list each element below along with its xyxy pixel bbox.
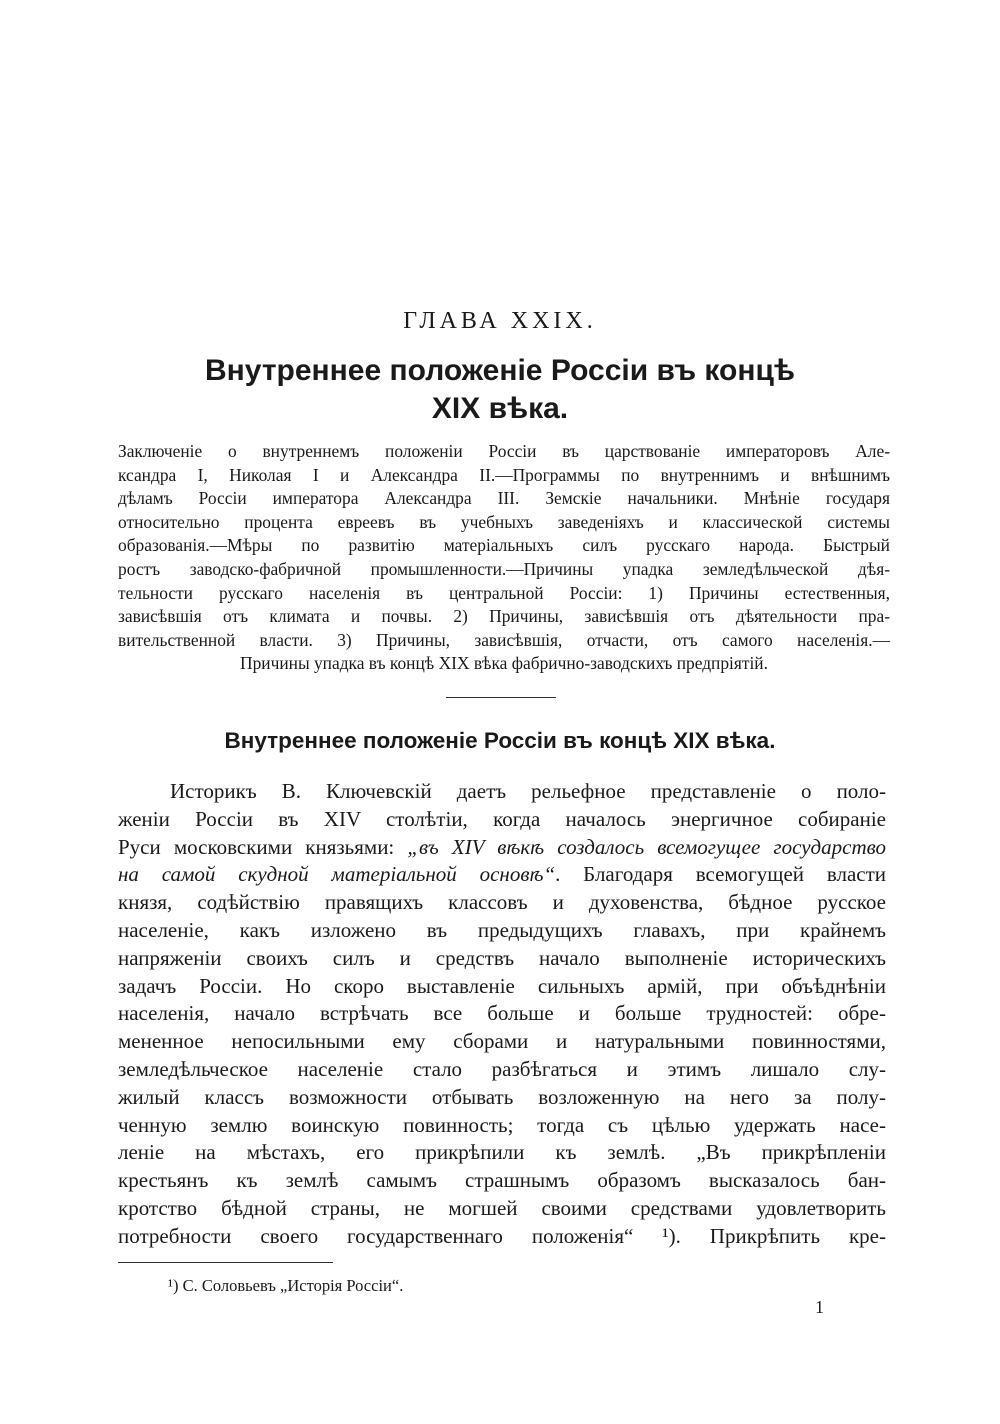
summary-line: ксандра I, Николая I и Александра II.—Программы по внутреннимъ и внѣшнимъ [118,464,890,485]
summary-line: Заключеніе о внутреннемъ положеніи Россіи въ царствованіе императоровъ Але- [118,441,890,461]
summary-line: относительно процента евреевъ въ учебныхъ заведеніяхъ и классической системы [118,511,890,532]
chapter-title-line: XIX вѣка. [431,392,569,425]
body-line: населенія, начало встрѣчать все больше и больше трудностей: обре- [118,1001,886,1026]
chapter-title [150,352,850,428]
footnote-text: С. Соловьевъ „Исторія Россіи“. [178,1276,404,1295]
chapter-summary [118,440,890,676]
body-line: женіи Россіи въ XIV столѣтіи, когда началось энергичное собираніе [118,806,886,831]
body-line: напряженіи своихъ силъ и средствъ начало выполненіе историческихъ [118,945,886,970]
body-text-run: Руси московскими князьями: [118,834,408,859]
summary-line: ростъ заводско-фабричной промышленности.—Причины упадка земледѣльческой дѣя- [118,558,890,579]
body-line: леніе на мѣстахъ, его прикрѣпили къ землѣ. „Въ прикрѣпленіи [118,1140,886,1165]
summary-line: дѣламъ Россіи императора Александра III. Земскіе начальники. Мнѣніе государя [118,488,890,509]
summary-line: тельности русскаго населенія въ центральной Россіи: 1) Причины естественныя, [118,582,890,603]
body-line: ченную землю воинскую повинность; тогда съ цѣлью удержать насе- [118,1112,886,1137]
chapter-title-line: Внутреннее положеніе Россіи въ концѣ [205,354,795,387]
body-line: земледѣльческое населеніе стало разбѣгаться и этимъ лишало слу- [118,1056,886,1081]
body-line: потребности своего государственнаго положенія“ ¹). Прикрѣпить кре- [118,1223,886,1248]
footnote-rule [118,1262,333,1263]
summary-line: зависѣвшія отъ климата и почвы. 2) Причины, зависѣвшія отъ дѣятельности пра- [118,606,890,627]
summary-line: образованія.—Мѣры по развитію матеріальныхъ силъ русскаго народа. Быстрый [118,535,890,556]
section-divider [446,697,556,698]
body-paragraph [118,778,886,1251]
section-heading: Внутреннее положеніе Россіи въ концѣ XIX вѣка. [224,728,776,753]
summary-line: вительственной власти. 3) Причины, зависѣвшія, отчасти, отъ самого населенія.— [118,629,890,650]
body-text-run: . Благодаря всемогущей власти [555,862,886,887]
quotation-italic: на самой скудной матеріальной основѣ“ [118,862,556,887]
body-line: жилый классъ возможности отбывать возложенную на него за полу- [118,1084,886,1109]
page-number: 1 [815,1297,824,1317]
body-line: населеніе, какъ изложено въ предыдущихъ главахъ, при крайнемъ [118,917,886,942]
footnote-marker: ¹) [168,1276,179,1295]
quotation-italic: „въ XIV вѣкѣ создалось всемогущее государство [407,834,886,859]
body-line: задачъ Россіи. Но скоро выставленіе сильныхъ армій, при объѣднѣніи [118,973,886,998]
footnote [168,1276,403,1296]
body-line: кротство бѣдной страны, не могшей своими средствами удовлетворить [118,1195,886,1220]
body-line: мененное непосильными ему сборами и натуральными повинностями, [118,1029,886,1054]
body-line: крестьянъ къ землѣ самымъ страшнымъ образомъ высказалось бан- [118,1168,886,1193]
summary-line: Причины упадка въ концѣ XIX вѣка фабрично-заводскихъ предпріятій. [240,653,768,674]
body-line: Историкъ В. Ключевскій даетъ рельефное представленіе о поло- [170,779,886,803]
body-line [118,861,886,889]
body-line [118,834,886,862]
body-line: князя, содѣйствію правящихъ классовъ и духовенства, бѣдное русское [118,890,886,915]
chapter-label: ГЛАВА XXIX. [403,308,597,334]
